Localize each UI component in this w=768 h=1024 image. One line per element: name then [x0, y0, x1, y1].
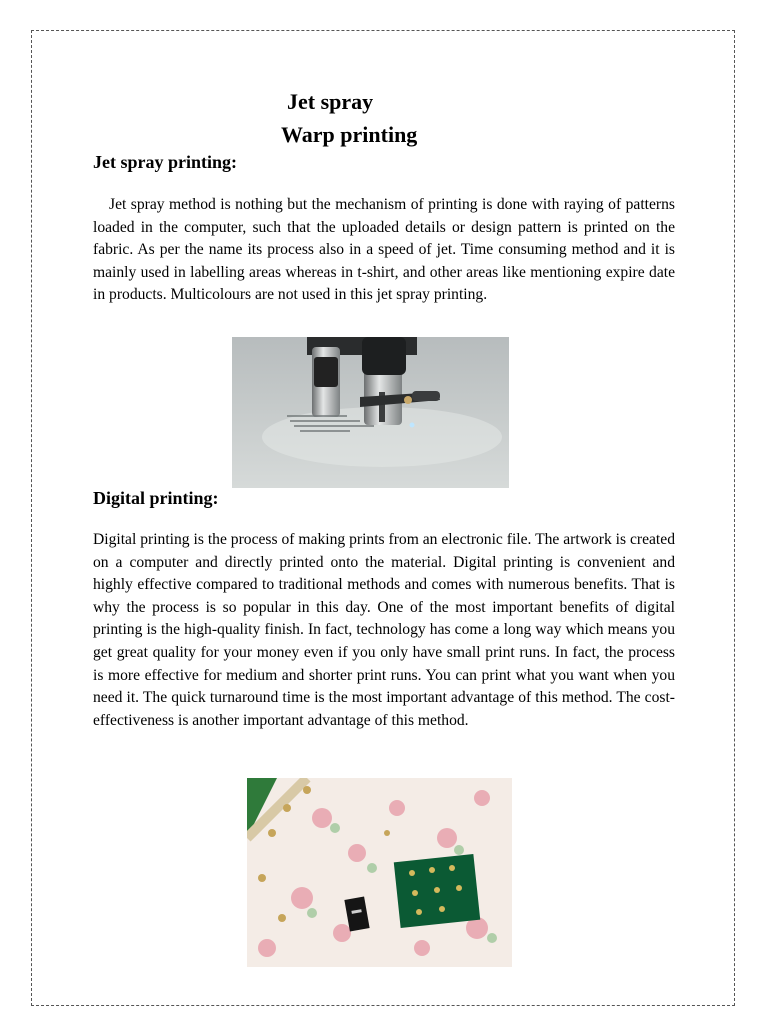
jet-spray-paragraph: Jet spray method is nothing but the mechanism of printing is done with raying of patterns loaded in the computer, such that the uploaded details or design pattern is printed on the fabric. As per the name its process also in a speed of jet. Time consuming method and it is mainly used in labelling areas whereas in t-shirt, and other areas like mentioning expire date in products. Multicolours are not used in this jet spray printing.: [93, 196, 675, 304]
printed-saree-photo: [247, 778, 512, 967]
jet-spray-heading: Jet spray printing:: [93, 152, 237, 172]
digital-printing-paragraph: Digital printing is the process of making prints from an electronic file. The artwork is created on a computer and directly printed onto the material. Digital printing is convenient and highly effective compared to traditional methods and comes with numerous benefits. That is why the process is so popular in this day. One of the most important benefits of digital printing is the high-quality finish. In fact, technology has come a long way which means you get great quality for your money even if you only have small print runs. In fact, the process is more effective for medium and shorter print runs. You can print what you want when you need it. The quick turnaround time is the most important advantage of this method. The cost-effectiveness is another important advantage of this method.: [93, 531, 675, 729]
jet-spray-machine-photo: [232, 337, 509, 488]
page-title-line1: Jet spray: [287, 89, 374, 114]
page-title-line2: Warp printing: [281, 122, 418, 147]
digital-printing-heading: Digital printing:: [93, 488, 219, 508]
